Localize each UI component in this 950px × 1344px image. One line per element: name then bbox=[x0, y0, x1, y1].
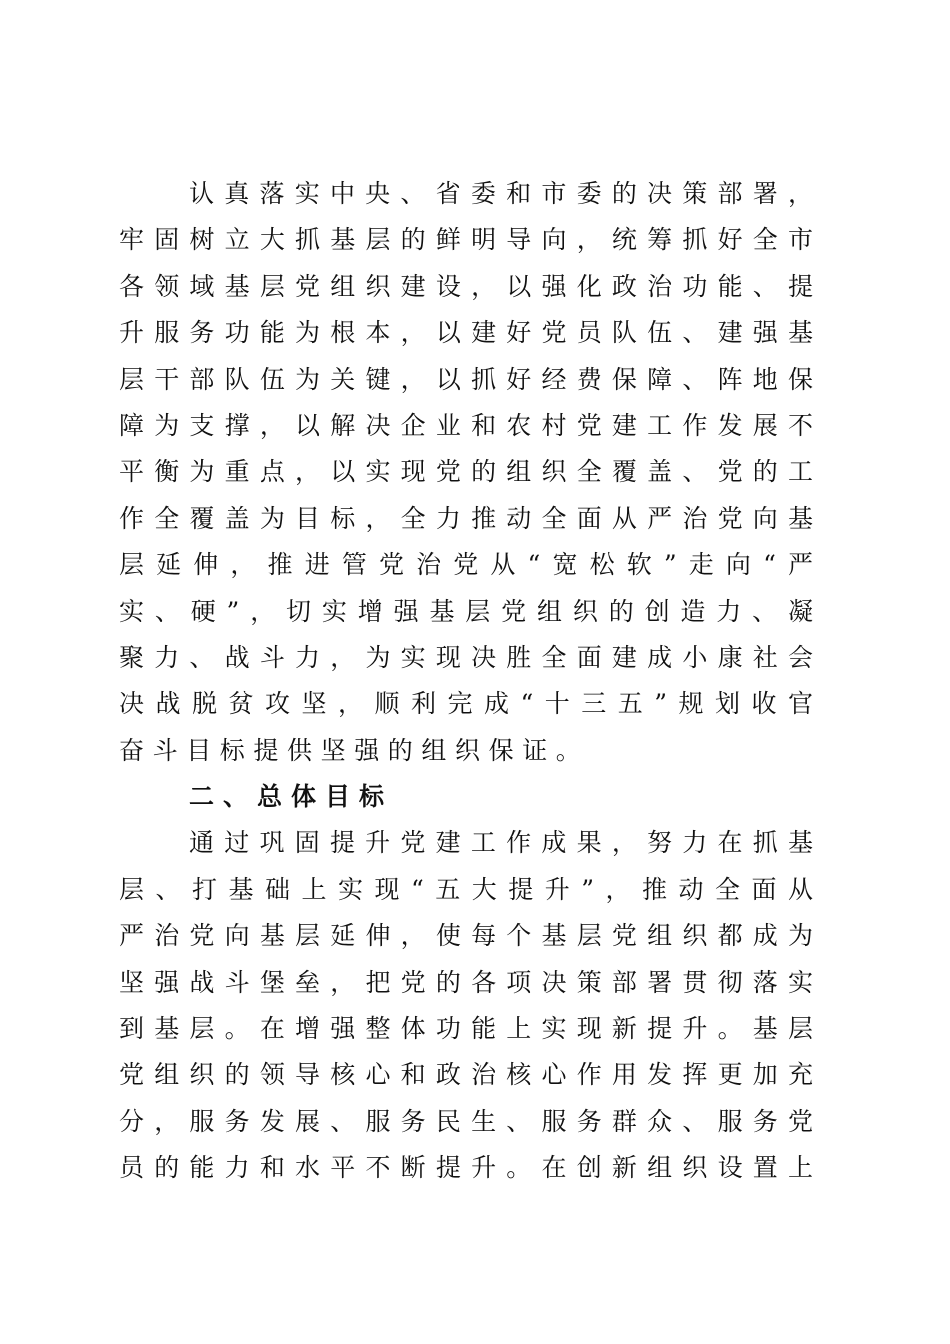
paragraph-line: 实、硬”，切实增强基层党组织的创造力、凝 bbox=[119, 596, 813, 626]
paragraph-line: 层、打基础上实现“五大提升”，推动全面从 bbox=[119, 874, 813, 904]
paragraph-line: 各领域基层党组织建设，以强化政治功能、提 bbox=[119, 271, 813, 301]
paragraph-line: 认真落实中央、省委和市委的决策部署， bbox=[189, 179, 813, 208]
paragraph-line: 牢固树立大抓基层的鲜明导向，统筹抓好全市 bbox=[119, 225, 813, 255]
paragraph-line: 党组织的领导核心和政治核心作用发挥更加充 bbox=[119, 1060, 813, 1090]
paragraph-line: 层干部队伍为关键，以抓好经费保障、阵地保 bbox=[119, 364, 813, 394]
paragraph-line: 分，服务发展、服务民生、服务群众、服务党 bbox=[119, 1106, 813, 1136]
paragraph-line: 员的能力和水平不断提升。在创新组织设置上 bbox=[119, 1153, 813, 1183]
paragraph-line: 通过巩固提升党建工作成果，努力在抓基 bbox=[189, 828, 813, 858]
section-heading: 二、总体目标 bbox=[189, 782, 394, 812]
paragraph-line: 严治党向基层延伸，使每个基层党组织都成为 bbox=[119, 921, 813, 951]
paragraph-line: 坚强战斗堡垒，把党的各项决策部署贯彻落实 bbox=[119, 967, 813, 997]
paragraph-line: 平衡为重点，以实现党的组织全覆盖、党的工 bbox=[119, 457, 813, 487]
paragraph-line: 层延伸，推进管党治党从“宽松软”走向“严 bbox=[119, 550, 813, 580]
paragraph-line: 升服务功能为根本，以建好党员队伍、建强基 bbox=[119, 318, 813, 348]
paragraph-line: 决战脱贫攻坚，顺利完成“十三五”规划收官 bbox=[119, 689, 813, 719]
paragraph-line: 聚力、战斗力，为实现决胜全面建成小康社会 bbox=[119, 642, 813, 672]
paragraph-line: 作全覆盖为目标，全力推动全面从严治党向基 bbox=[119, 503, 813, 533]
paragraph-line: 障为支撑，以解决企业和农村党建工作发展不 bbox=[119, 410, 813, 440]
paragraph-line: 奋斗目标提供坚强的组织保证。 bbox=[119, 735, 590, 765]
paragraph-line: 到基层。在增强整体功能上实现新提升。基层 bbox=[119, 1014, 813, 1044]
document-body bbox=[119, 171, 813, 1192]
